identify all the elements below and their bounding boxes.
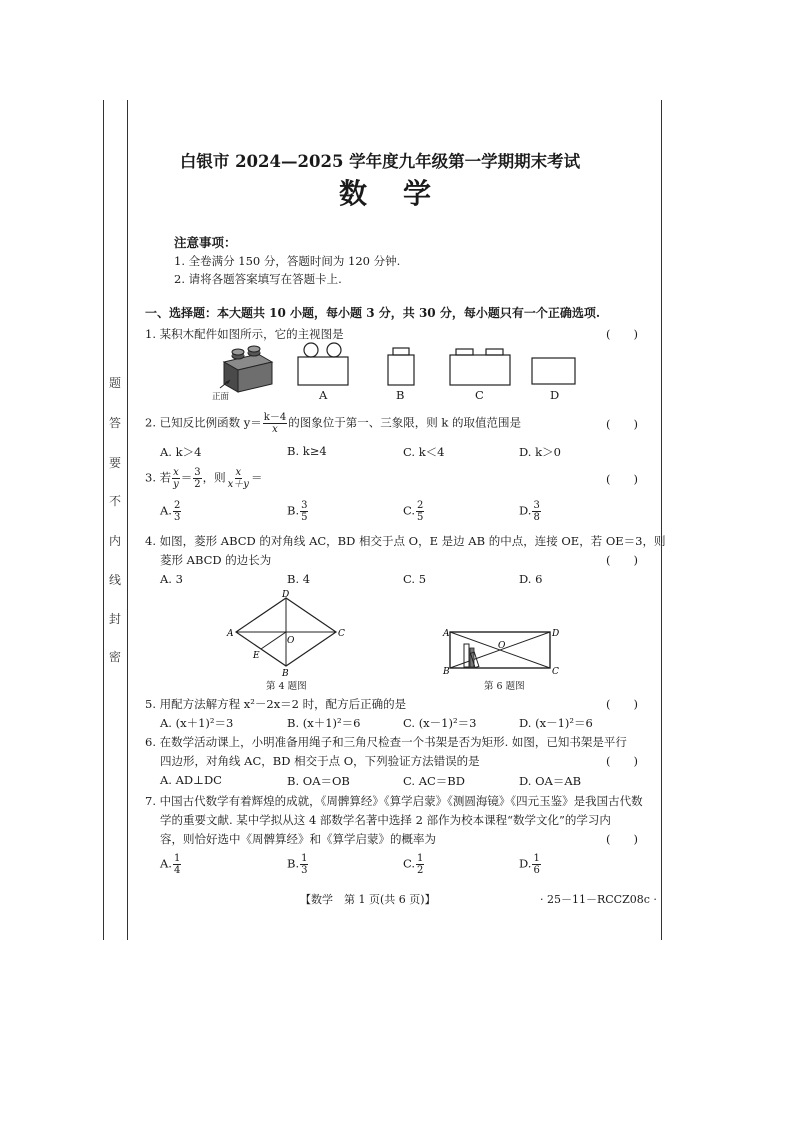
q2-option-d: D. k＞0 [519,445,561,459]
q1-label-a: A [319,388,328,402]
q6-option-c: C. AC＝BD [403,774,465,788]
seal-char: 线 [108,573,121,587]
seal-char: 封 [108,612,121,626]
note-item: 1. 全卷满分 150 分，答题时间为 120 分钟. [174,254,401,268]
q2-fraction: $\frac{k-4}{x}$ [263,412,287,435]
point-label: A [443,629,450,639]
answer-paren: ( ) [606,327,638,341]
q7-option-c: C. $\frac{1}{2}$ [403,853,424,876]
q3-option-b: B. $\frac{3}{5}$ [287,500,308,523]
q4-option-a: A. 3 [160,572,183,586]
q4-option-c: C. 5 [403,572,427,586]
page-footer: 【数学 第 1 页(共 6 页)】 [300,893,436,906]
front-view-label: 正面 [212,392,230,402]
q6-option-b: B. OA＝OB [287,774,350,788]
q2-stem [145,412,521,435]
q1-label-c: C [475,388,484,402]
q6-line2: 四边形，对角线 AC，BD 相交于点 O，下列验证方法错误的是 [160,754,480,768]
q4-option-d: D. 6 [519,572,543,586]
point-label: C [552,667,559,676]
q7-option-b: B. $\frac{1}{3}$ [287,853,308,876]
q5-option-a: A. (x＋1)²＝3 [160,716,234,730]
q2-pre: 2. 已知反比例函数 y＝ [145,415,262,430]
lego-block-figure [220,346,272,392]
q2-option-c: C. k＜4 [403,445,445,459]
point-label: B [443,667,450,676]
point-label: E [253,651,260,661]
option-b-figure [388,348,414,385]
q1-stem: 1. 某积木配件如图所示，它的主视图是 [145,327,344,341]
figure-4-caption: 第 4 题图 [266,681,307,692]
exam-subject: 数学 [338,177,467,210]
q7-line1: 7. 中国古代数学有着辉煌的成就，《周髀算经》《算学启蒙》《测圆海镜》《四元玉鉴》是我国古代数 [145,794,643,808]
answer-paren: ( ) [606,754,638,768]
q2-post: 的图象位于第一、三象限，则 k 的取值范围是 [288,415,521,430]
point-label: O [498,641,506,651]
point-label: B [282,669,289,678]
option-a-figure [298,343,348,385]
seal-char: 题 [108,376,121,390]
q5-option-d: D. (x－1)²＝6 [519,716,593,730]
q3-option-d: D. $\frac{3}{8}$ [519,500,540,523]
q3-option-a: A. $\frac{2}{3}$ [160,500,181,523]
q5-option-b: B. (x＋1)²＝6 [287,716,361,730]
point-label: O [287,636,295,646]
q7-line3: 容，则恰好选中《周髀算经》和《算学启蒙》的概率为 [160,832,436,846]
section-heading: 一、选择题：本大题共 10 小题，每小题 3 分，共 30 分，每小题只有一个正确选项. [145,306,600,320]
seal-char: 内 [108,534,121,548]
answer-paren: ( ) [606,553,638,567]
answer-paren: ( ) [606,472,638,486]
binding-line-outer [103,100,104,940]
answer-paren: ( ) [606,417,638,431]
point-label: C [338,629,345,639]
exam-title: 白银市 2024—2025 学年度九年级第一学期期末考试 [179,152,581,171]
q1-label-d: D [550,388,560,402]
option-d-figure [532,358,575,384]
notes-heading: 注意事项： [174,235,237,250]
figure-4-rhombus [224,590,354,678]
q2-option-b: B. k≥4 [287,444,327,458]
q4-line1: 4. 如图，菱形 ABCD 的对角线 AC，BD 相交于点 O，E 是边 AB 的中点，连接 OE，若 OE＝3，则 [145,534,666,548]
q6-option-d: D. OA＝AB [519,774,582,788]
q6-line1: 6. 在数学活动课上，小明准备用绳子和三角尺检查一个书架是否为矩形. 如图，已知书架是平行 [145,735,627,749]
q6-option-a: A. AD⊥DC [160,773,222,787]
q7-option-d: D. $\frac{1}{6}$ [519,853,540,876]
q7-option-a: A. $\frac{1}{4}$ [160,853,181,876]
seal-char: 要 [108,456,121,470]
paper-code: · 25－11－RCCZ08c · [540,893,657,906]
seal-char: 答 [108,416,121,430]
q5-stem: 5. 用配方法解方程 x²－2x＝2 时，配方后正确的是 [145,697,407,711]
q5-option-c: C. (x－1)²＝3 [403,716,477,730]
point-label: A [227,629,234,639]
note-item: 2. 请将各题答案填写在答题卡上. [174,272,342,286]
q7-line2: 学的重要文献. 某中学拟从这 4 部数学名著中选择 2 部作为校本课程“数学文化”的学习内 [160,813,611,827]
seal-char: 不 [108,494,121,508]
q2-option-a: A. k＞4 [160,445,202,459]
figure-6-caption: 第 6 题图 [484,681,525,692]
q3-option-c: C. $\frac{2}{5}$ [403,500,424,523]
point-label: D [552,629,560,639]
seal-char: 密 [108,650,121,664]
q1-label-b: B [396,388,405,402]
answer-paren: ( ) [606,832,638,846]
q4-line2: 菱形 ABCD 的边长为 [160,553,272,567]
right-margin-line [661,100,662,940]
answer-paren: ( ) [606,697,638,711]
point-label: D [282,590,290,600]
q4-option-b: B. 4 [287,572,311,586]
figure-6-bookshelf [440,624,570,676]
option-c-figure [450,349,510,385]
q3-stem: 3. 若 $\frac{x}{y}$ ＝ $\frac{3}{2}$ ，则 $\frac{x}{x+y}$ ＝ [145,467,263,490]
binding-line-inner [127,100,128,940]
